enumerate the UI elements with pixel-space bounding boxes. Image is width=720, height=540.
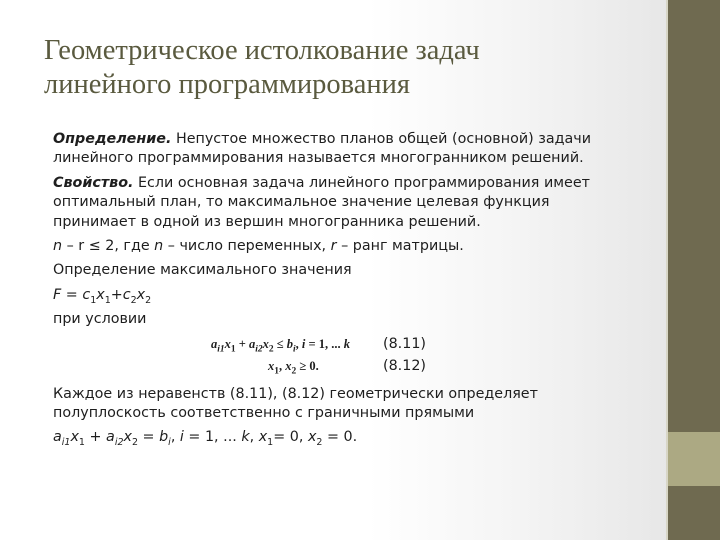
- equation-number-8-12: (8.12): [383, 357, 426, 374]
- property-text-3: принимает в одной из вершин многогранника решений.: [53, 213, 481, 230]
- sidebar-band-top: [668, 0, 720, 432]
- slide-title: [44, 34, 644, 102]
- rank-condition: n – r ≤ 2, где n – число переменных, r – ранг матрицы.: [53, 238, 464, 255]
- inequalities-paragraph: [53, 385, 653, 424]
- objective-function: $F = c_1x_1+c_2x_2$: [53, 286, 152, 306]
- definition-term: Определение.: [53, 131, 172, 147]
- inequalities-text-2: полуплоскость соответственно с граничными прямыми: [53, 405, 475, 422]
- definition-text-1: Непустое множество планов общей (основной) задачи: [171, 131, 591, 147]
- property-paragraph: [53, 174, 653, 232]
- sidebar-band-bottom: [668, 486, 720, 540]
- boundary-lines: $a_{i1}x_1 + a_{i2}x_2 = b_i$, i = 1, ... k, $x_1= 0$, $x_2 = 0$.: [53, 429, 358, 449]
- title-line-1: Геометрическое истолкование задач: [44, 35, 480, 66]
- definition-text-2: линейного программирования называется многогранником решений.: [53, 150, 584, 167]
- subject-to-label: при условии: [53, 311, 147, 328]
- constraints-block: [53, 335, 653, 379]
- equation-number-8-11: (8.11): [383, 335, 426, 352]
- property-text-2: оптимальный план, то максимальное значение целевая функция: [53, 194, 550, 211]
- constraint-row-1: [53, 335, 653, 355]
- property-term: Свойство.: [53, 174, 134, 191]
- property-text-1: Если основная задача линейного программирования имеет: [133, 174, 590, 191]
- constraint-nonnegativity: $x_1$, $x_2 \ge 0$.: [268, 358, 319, 377]
- slide-content: [53, 130, 653, 453]
- constraint-inequality-1: $a_{i1}x_1 + a_{i2}x_2 \le b_i$, i = 1, ... k: [211, 336, 351, 355]
- definition-paragraph: [53, 130, 653, 169]
- constraint-row-2: [53, 357, 653, 377]
- title-line-2: линейного программирования: [44, 69, 410, 100]
- inequalities-text-1: Каждое из неравенств (8.11), (8.12) геометрически определяет: [53, 385, 538, 402]
- sidebar-band-middle: [668, 432, 720, 486]
- max-definition-heading: Определение максимального значения: [53, 262, 352, 279]
